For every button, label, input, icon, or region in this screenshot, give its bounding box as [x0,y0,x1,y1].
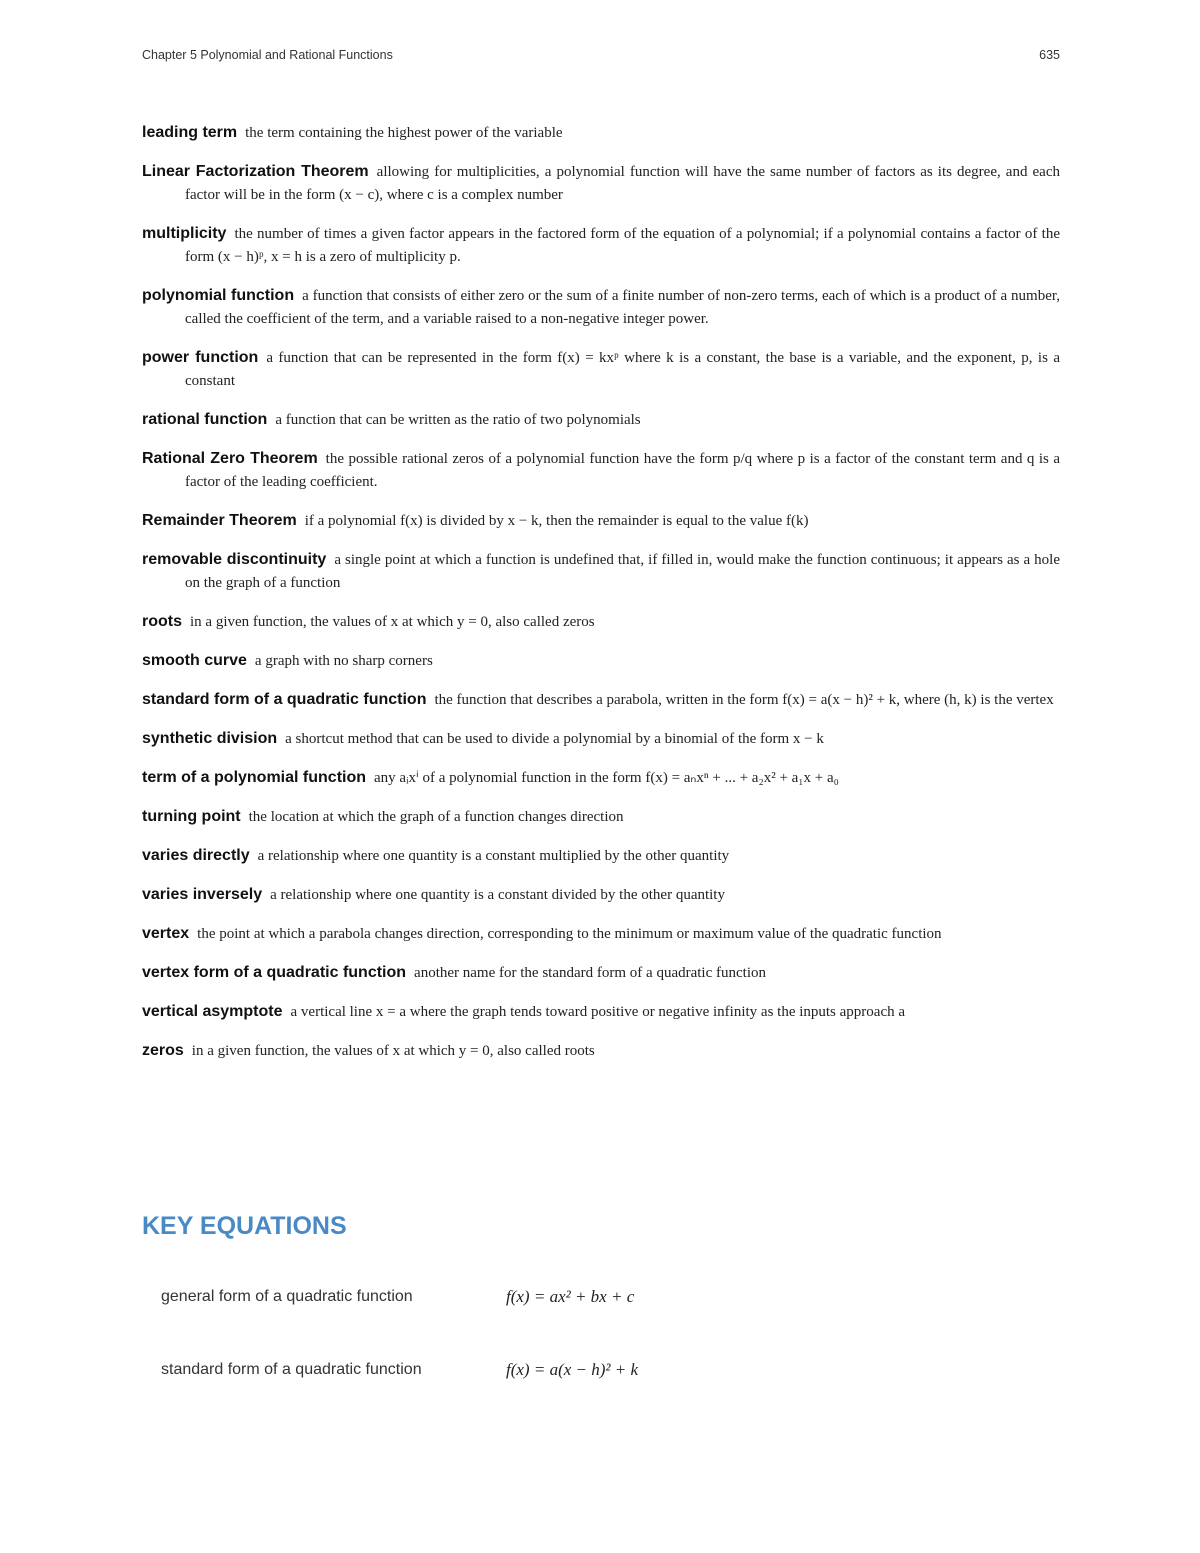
glossary-entry [142,509,1060,533]
glossary-entry [142,121,1060,145]
key-equation-row [161,1282,861,1312]
glossary-term: vertex [142,925,190,942]
glossary-term: vertex form of a quadratic function [142,964,407,981]
equation-label: standard form of a quadratic function [161,1361,422,1378]
glossary-entry [142,727,1060,751]
page-number: 635 [1039,48,1060,62]
glossary-entry [142,222,1060,269]
equation-label: general form of a quadratic function [161,1288,413,1305]
glossary-term: removable discontinuity [142,551,327,568]
key-equations-heading: KEY EQUATIONS [142,1212,347,1240]
glossary-definition: the possible rational zeros of a polynomial function have the form p/q where p is a factor of the constant term and q is a factor of the leading coefficient. [185,451,1060,490]
glossary-definition: any aᵢxⁱ of a polynomial function in the form f(x) = aₙxⁿ + ... + a₂x² + a₁x + a₀ [374,770,839,786]
glossary-term: synthetic division [142,730,278,747]
glossary-definition: a function that can be written as the ratio of two polynomials [275,412,641,428]
glossary-entry [142,688,1060,712]
glossary-term: Rational Zero Theorem [142,450,318,467]
equation-formula: f(x) = ax² + bx + c [506,1287,635,1306]
glossary-term: multiplicity [142,225,227,242]
glossary-term: rational function [142,411,268,428]
glossary-entry [142,548,1060,595]
glossary-entry [142,284,1060,331]
key-equations-table [161,1282,861,1428]
glossary-definition: in a given function, the values of x at which y = 0, also called zeros [190,614,595,630]
glossary-definition: a vertical line x = a where the graph tends toward positive or negative infinity as the inputs approach a [290,1004,906,1020]
equation-formula: f(x) = a(x − h)² + k [506,1360,639,1379]
glossary-term: turning point [142,808,241,825]
glossary-term: power function [142,349,259,366]
glossary-term: varies inversely [142,886,263,903]
glossary-definition: a single point at which a function is undefined that, if filled in, would make the function continuous; it appears as a hole on the graph of a function [185,552,1060,591]
glossary-entry [142,805,1060,829]
key-equation-row [161,1355,861,1385]
glossary-term: roots [142,613,182,630]
glossary-definition: allowing for multiplicities, a polynomial function will have the same number of factors as its degree, and each factor will be in the form (x − c), where c is a complex number [185,164,1060,203]
glossary-definition: another name for the standard form of a quadratic function [414,965,766,981]
glossary-definition: the location at which the graph of a function changes direction [248,809,624,825]
glossary-definition: the function that describes a parabola, written in the form f(x) = a(x − h)² + k, where (h, k) is the vertex [434,692,1054,708]
glossary-entry [142,1000,1060,1024]
glossary-definition: the number of times a given factor appears in the factored form of the equation of a polynomial; if a polynomial contains a factor of the form (x − h)ᵖ, x = h is a zero of multiplicity p. [185,226,1060,265]
glossary-term: varies directly [142,847,250,864]
glossary-term: term of a polynomial function [142,769,367,786]
glossary-entry [142,447,1060,494]
glossary-term: Remainder Theorem [142,512,297,529]
glossary-list [142,106,1060,1073]
glossary-entry [142,408,1060,432]
glossary-definition: a relationship where one quantity is a constant divided by the other quantity [270,887,725,903]
glossary-term: smooth curve [142,652,247,669]
glossary-definition: the term containing the highest power of the variable [245,125,563,141]
glossary-term: Linear Factorization Theorem [142,163,369,180]
glossary-definition: the point at which a parabola changes direction, corresponding to the minimum or maximum value of the quadratic function [197,926,942,942]
glossary-entry [142,649,1060,673]
glossary-term: vertical asymptote [142,1003,283,1020]
glossary-entry [142,922,1060,946]
glossary-definition: if a polynomial f(x) is divided by x − k, then the remainder is equal to the value f(k) [304,513,809,529]
glossary-definition: in a given function, the values of x at which y = 0, also called roots [191,1043,595,1059]
glossary-definition: a graph with no sharp corners [254,653,433,669]
glossary-entry [142,160,1060,207]
glossary-definition: a function that consists of either zero or the sum of a finite number of non-zero terms, each of which is a product of a number, called the coefficient of the term, and a variable raised to a non-negative integer power. [185,288,1060,327]
glossary-definition: a function that can be represented in the form f(x) = kxᵖ where k is a constant, the base is a variable, and the exponent, p, is a constant [185,350,1060,389]
glossary-entry [142,844,1060,868]
glossary-entry [142,766,1060,790]
glossary-term: zeros [142,1042,184,1059]
glossary-entry [142,883,1060,907]
glossary-term: leading term [142,124,238,141]
glossary-entry [142,346,1060,393]
glossary-definition: a shortcut method that can be used to divide a polynomial by a binomial of the form x − k [285,731,824,747]
chapter-title: Chapter 5 Polynomial and Rational Functions [142,48,393,62]
glossary-definition: a relationship where one quantity is a constant multiplied by the other quantity [257,848,730,864]
glossary-entry [142,961,1060,985]
glossary-term: standard form of a quadratic function [142,691,427,708]
glossary-entry [142,1039,1060,1063]
glossary-entry [142,610,1060,634]
glossary-term: polynomial function [142,287,295,304]
